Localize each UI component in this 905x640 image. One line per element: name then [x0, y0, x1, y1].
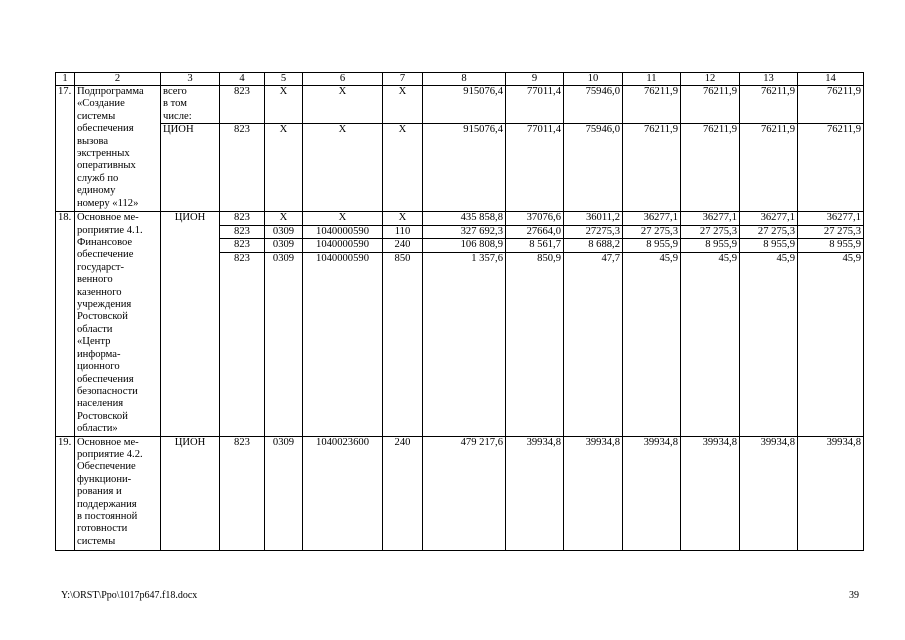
- cell-value: 0309: [272, 253, 295, 264]
- cell-value: 479 217,6: [423, 436, 506, 550]
- cell-value: Х: [383, 86, 423, 124]
- cell-value: 1040023600: [303, 436, 383, 550]
- column-number: 13: [740, 73, 798, 86]
- cell-value: 823: [220, 124, 265, 212]
- program-name: [75, 212, 161, 436]
- cell-value: 823: [234, 253, 250, 264]
- cell-value: 47,7: [601, 253, 620, 264]
- name-line: вызова: [77, 135, 109, 147]
- name-line: «Создание: [77, 98, 125, 110]
- cell-value: 27 275,3: [623, 226, 680, 240]
- name-line: венного: [77, 274, 113, 286]
- cell-value: 27275,3: [564, 226, 622, 240]
- cell-value: Х: [383, 212, 422, 226]
- column-number: 1: [56, 73, 75, 86]
- cell-value: 1040000590: [303, 226, 382, 240]
- cell-value: 8 561,7: [506, 239, 563, 253]
- name-line: рования и: [77, 486, 122, 498]
- name-line: Основное ме-: [77, 212, 139, 224]
- name-line: оперативных: [77, 160, 136, 172]
- executor-label: ЦИОН: [161, 436, 220, 550]
- column-number: 12: [681, 73, 740, 86]
- cell-value: 1040000590: [316, 253, 369, 264]
- name-line: поддержания: [77, 498, 137, 510]
- cell-value: 76211,9: [623, 86, 681, 124]
- cell-value-stack: [265, 212, 303, 436]
- cell-value: 45,9: [842, 253, 861, 264]
- row-number: 19.: [56, 436, 75, 550]
- cell-value: 823: [220, 239, 264, 253]
- cell-value-stack: [740, 212, 798, 436]
- table-row: [56, 436, 864, 550]
- cell-value: Х: [265, 86, 303, 124]
- cell-value: 39934,8: [681, 436, 740, 550]
- cell-value: 110: [383, 226, 422, 240]
- executor-label: ЦИОН: [161, 124, 220, 212]
- name-line: области»: [77, 423, 118, 435]
- column-number: 5: [265, 73, 303, 86]
- column-number: 6: [303, 73, 383, 86]
- cell-value: 823: [220, 226, 264, 240]
- column-number: 14: [798, 73, 864, 86]
- budget-table: [55, 72, 864, 551]
- cell-value: Х: [265, 124, 303, 212]
- cell-value: 435 858,8: [423, 212, 505, 226]
- row-number: 17.: [56, 86, 75, 212]
- name-line: Ростовской: [77, 410, 128, 422]
- cell-value: 1040000590: [303, 239, 382, 253]
- cell-value-stack: [383, 212, 423, 436]
- label-line: в том: [163, 98, 187, 110]
- cell-value: 39934,8: [740, 436, 798, 550]
- row-number: 18.: [56, 212, 75, 436]
- cell-value: 76211,9: [681, 124, 740, 212]
- column-number: 8: [423, 73, 506, 86]
- name-line: ционного: [77, 361, 120, 373]
- program-name: [75, 436, 161, 550]
- executor-label: [161, 86, 220, 124]
- file-path: Y:\ORST\Ppo\1017p647.f18.docx: [61, 590, 198, 601]
- cell-value: 75946,0: [564, 124, 623, 212]
- name-line: служб по: [77, 172, 119, 184]
- name-line: казенного: [77, 286, 122, 298]
- name-line: роприятие 4.1.: [77, 224, 143, 236]
- cell-value: 8 955,9: [798, 239, 863, 253]
- cell-value-stack: [623, 212, 681, 436]
- executor-label: ЦИОН: [161, 212, 220, 436]
- cell-value: 39934,8: [564, 436, 623, 550]
- cell-value: 850,9: [537, 253, 561, 264]
- cell-value: 45,9: [659, 253, 678, 264]
- table-row: [56, 86, 864, 124]
- name-line: «Центр: [77, 336, 111, 348]
- name-line: экстренных: [77, 148, 130, 160]
- cell-value-stack: [798, 212, 864, 436]
- cell-value: 36277,1: [681, 212, 739, 226]
- name-line: учреждения: [77, 299, 132, 311]
- table-row: [56, 124, 864, 212]
- cell-value: 36277,1: [740, 212, 797, 226]
- cell-value: Х: [303, 124, 383, 212]
- cell-value: 36011,2: [564, 212, 622, 226]
- cell-value: 45,9: [718, 253, 737, 264]
- cell-value: 915076,4: [423, 86, 506, 124]
- cell-value: 327 692,3: [423, 226, 505, 240]
- cell-value-stack: [564, 212, 623, 436]
- cell-value: 27664,0: [506, 226, 563, 240]
- name-line: Основное ме-: [77, 436, 139, 448]
- cell-value: 76211,9: [740, 86, 798, 124]
- name-line: области: [77, 323, 113, 335]
- label-line: всего: [163, 86, 187, 97]
- name-line: готовности: [77, 523, 128, 535]
- cell-value: 77011,4: [506, 124, 564, 212]
- cell-value: 850: [394, 253, 411, 264]
- name-line: безопасности: [77, 385, 138, 397]
- cell-value: 8 955,9: [623, 239, 680, 253]
- table-row: [56, 212, 864, 436]
- name-line: обеспечение: [77, 249, 134, 261]
- name-line: Ростовской: [77, 311, 128, 323]
- cell-value: 915076,4: [423, 124, 506, 212]
- program-name: [75, 86, 161, 212]
- cell-value: 76211,9: [798, 124, 864, 212]
- name-line: обеспечения: [77, 373, 134, 385]
- cell-value: 27 275,3: [740, 226, 797, 240]
- cell-value-stack: [303, 212, 383, 436]
- cell-value: 823: [220, 436, 265, 550]
- cell-value: 8 955,9: [681, 239, 739, 253]
- column-number: 11: [623, 73, 681, 86]
- cell-value: 0309: [265, 239, 302, 253]
- cell-value: 0309: [265, 226, 302, 240]
- cell-value: Х: [303, 212, 382, 226]
- name-line: номеру «112»: [77, 197, 139, 209]
- name-line: Подпрограмма: [77, 86, 144, 97]
- cell-value-stack: [681, 212, 740, 436]
- column-number: 7: [383, 73, 423, 86]
- cell-value: Х: [303, 86, 383, 124]
- cell-value: 36277,1: [798, 212, 863, 226]
- page-number: 39: [849, 590, 859, 601]
- name-line: государст-: [77, 261, 125, 273]
- name-line: системы: [77, 110, 116, 122]
- cell-value: 37076,6: [506, 212, 563, 226]
- label-line: числе:: [163, 110, 192, 122]
- cell-value: 39934,8: [798, 436, 864, 550]
- column-number: 3: [161, 73, 220, 86]
- name-line: информа-: [77, 348, 121, 360]
- cell-value: 76211,9: [623, 124, 681, 212]
- cell-value: 27 275,3: [798, 226, 863, 240]
- cell-value: 823: [220, 86, 265, 124]
- name-line: Финансовое: [77, 237, 133, 249]
- name-line: Обеспечение: [77, 461, 136, 473]
- cell-value-stack: [220, 212, 265, 436]
- cell-value: 36277,1: [623, 212, 680, 226]
- cell-value: 76211,9: [798, 86, 864, 124]
- cell-value-stack: [423, 212, 506, 436]
- column-number: 2: [75, 73, 161, 86]
- name-line: системы: [77, 535, 116, 547]
- cell-value: 8 688,2: [564, 239, 622, 253]
- cell-value: 39934,8: [623, 436, 681, 550]
- cell-value: 39934,8: [506, 436, 564, 550]
- cell-value: 76211,9: [681, 86, 740, 124]
- cell-value: 45,9: [776, 253, 795, 264]
- cell-value: 27 275,3: [681, 226, 739, 240]
- cell-value: Х: [265, 212, 302, 226]
- name-line: обеспечения: [77, 123, 134, 135]
- cell-value: 77011,4: [506, 86, 564, 124]
- column-number: 4: [220, 73, 265, 86]
- cell-value: Х: [383, 124, 423, 212]
- name-line: единому: [77, 185, 116, 197]
- name-line: населения: [77, 398, 124, 410]
- cell-value: 1 357,6: [471, 253, 503, 264]
- cell-value: 240: [383, 436, 423, 550]
- name-line: роприятие 4.2.: [77, 448, 143, 460]
- name-line: в постоянной: [77, 510, 138, 522]
- cell-value-stack: [506, 212, 564, 436]
- cell-value: 240: [383, 239, 422, 253]
- name-line: функциони-: [77, 473, 132, 485]
- cell-value: 75946,0: [564, 86, 623, 124]
- cell-value: 76211,9: [740, 124, 798, 212]
- cell-value: 0309: [265, 436, 303, 550]
- cell-value: 8 955,9: [740, 239, 797, 253]
- column-number: 9: [506, 73, 564, 86]
- cell-value: 823: [220, 212, 264, 226]
- column-number: 10: [564, 73, 623, 86]
- cell-value: 106 808,9: [423, 239, 505, 253]
- header-row: [56, 73, 864, 86]
